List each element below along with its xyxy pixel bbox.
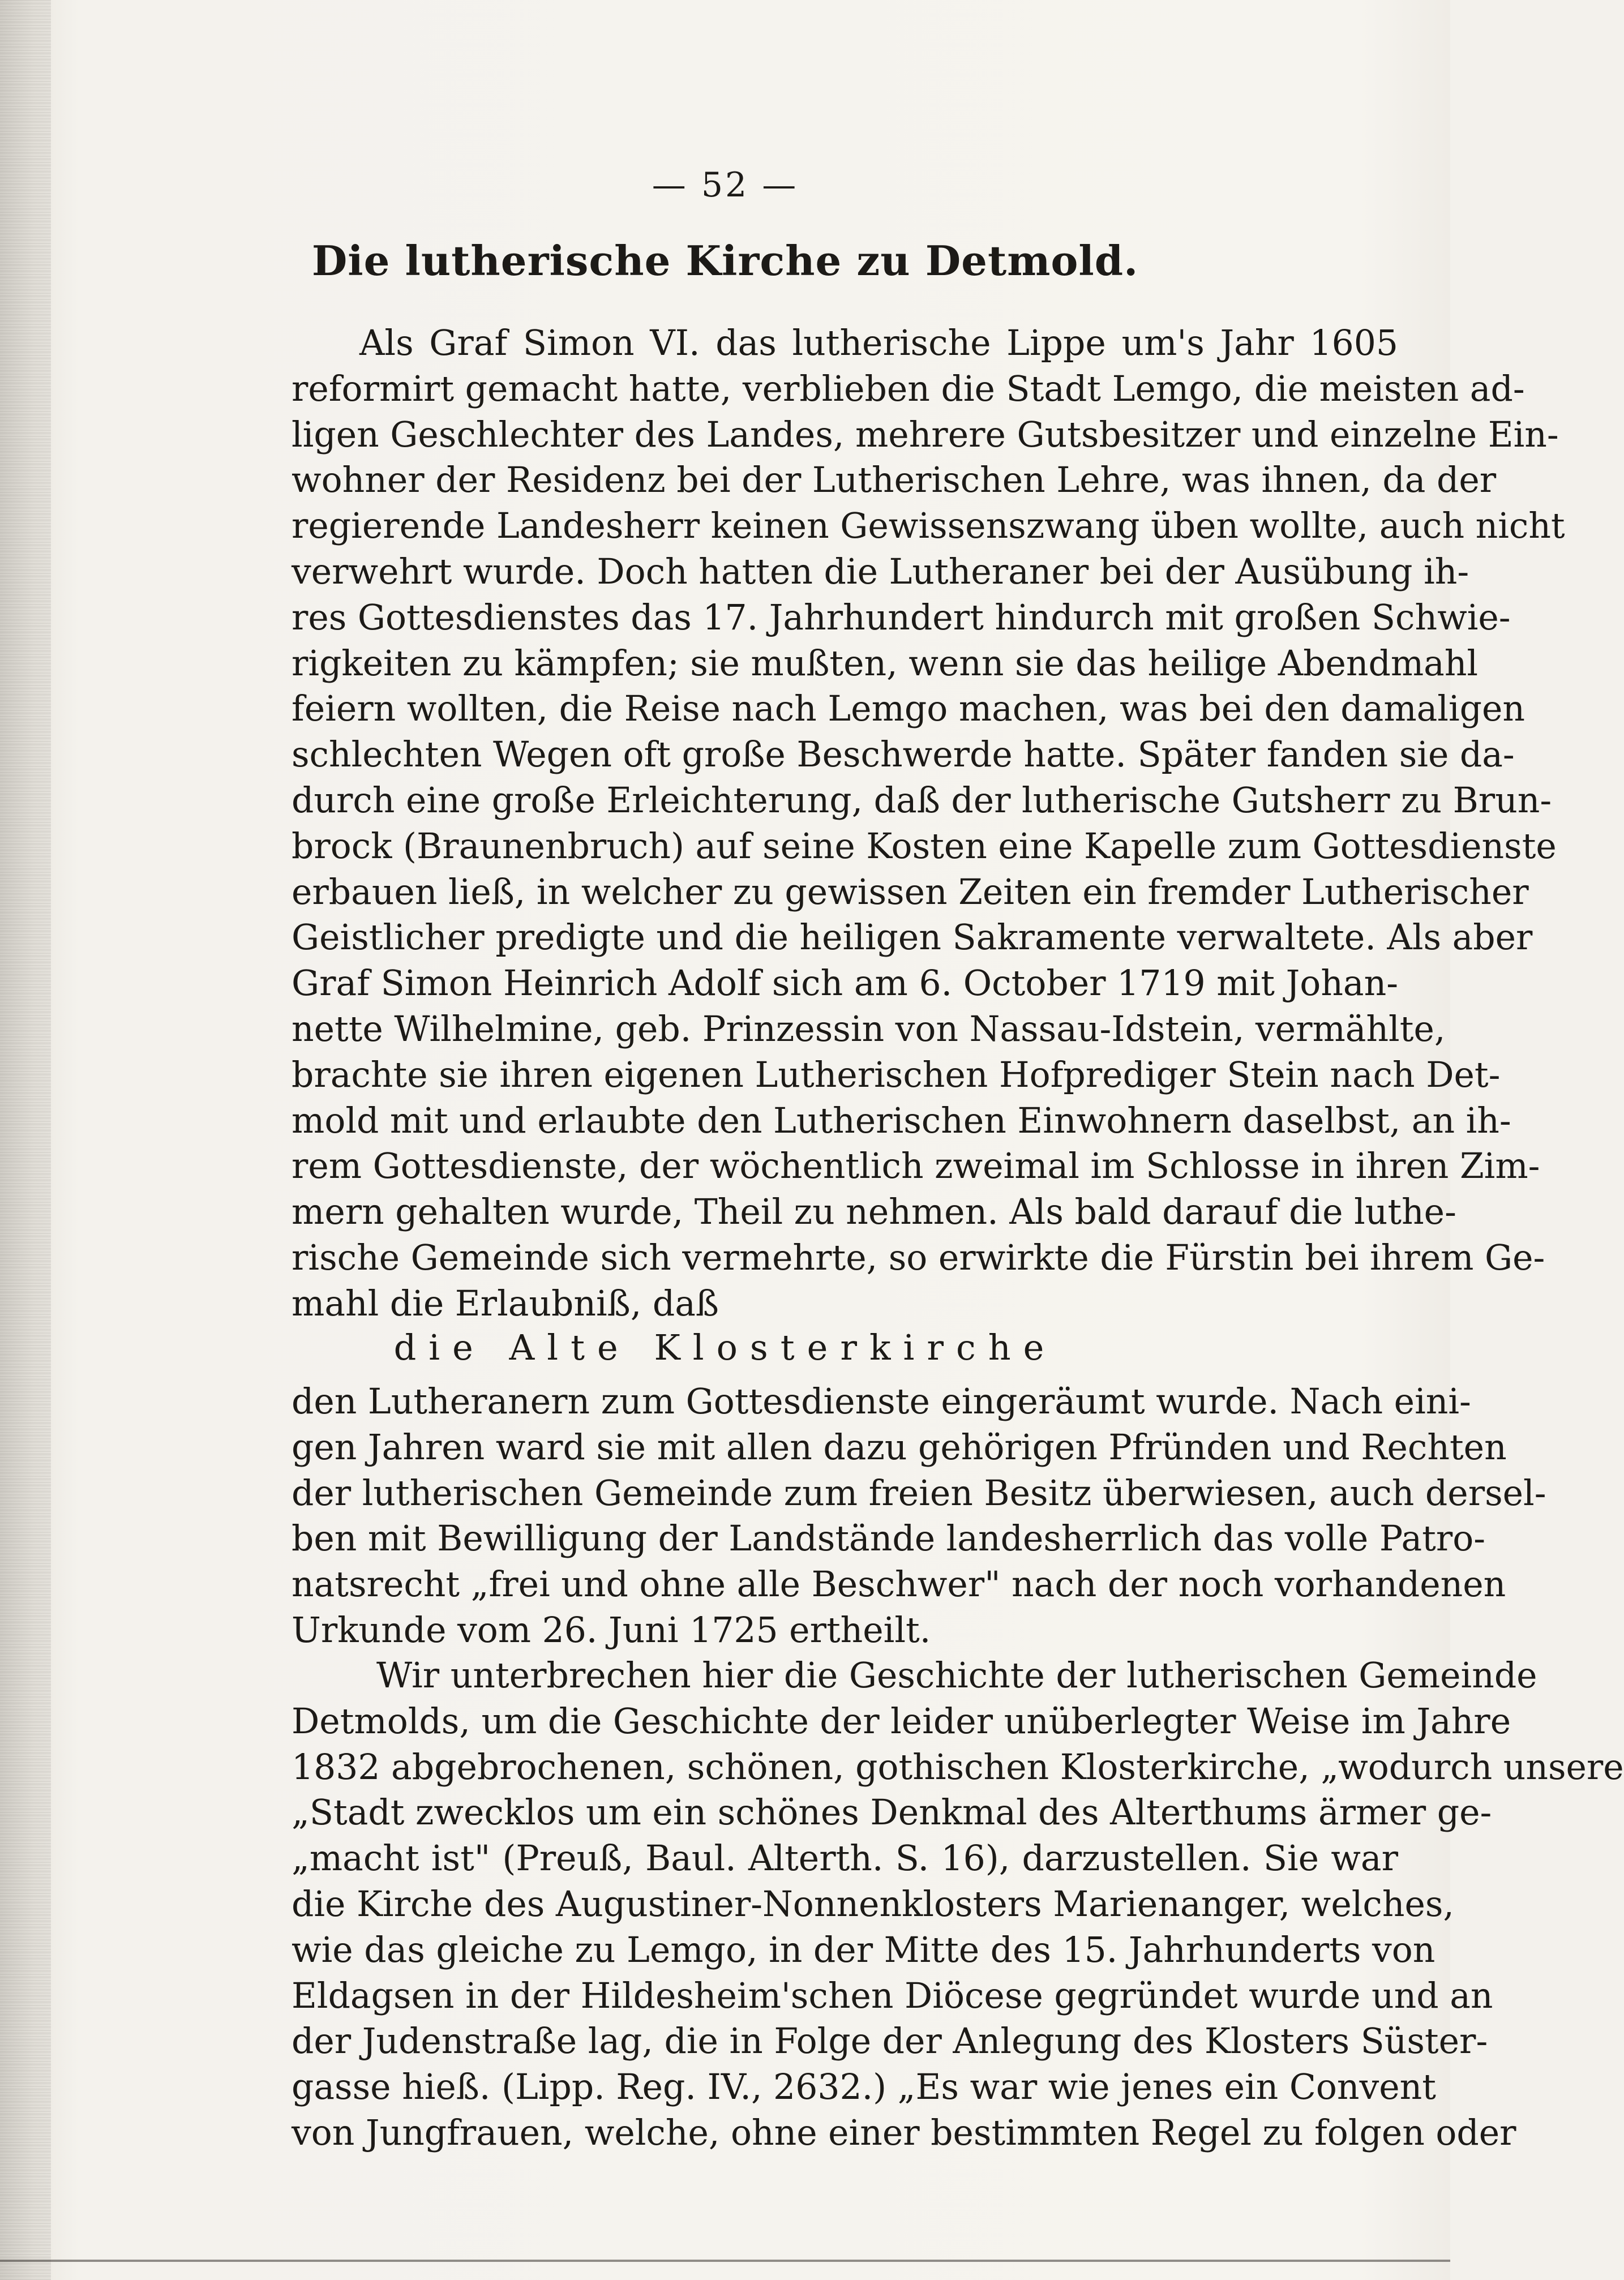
text-line: ben mit Bewilligung der Landstände landesherrlich das volle Patro- bbox=[292, 1518, 1486, 1559]
text-line: mold mit und erlaubte den Lutherischen Einwohnern daselbst, an ih- bbox=[292, 1100, 1511, 1141]
text-line: Als Graf Simon VI. das lutherische Lippe um's Jahr 1605 bbox=[359, 323, 1398, 363]
centered-spaced-line: die Alte Klosterkirche bbox=[393, 1327, 1057, 1368]
text-line: Urkunde vom 26. Juni 1725 ertheilt. bbox=[292, 1609, 931, 1651]
text-line: von Jungfrauen, welche, ohne einer bestimmten Regel zu folgen oder bbox=[292, 2112, 1516, 2153]
text-line: den Lutheranern zum Gottesdienste eingeräumt wurde. Nach eini- bbox=[292, 1381, 1471, 1422]
paragraph-3 bbox=[292, 1653, 1624, 2156]
text-line: mern gehalten wurde, Theil zu nehmen. Als bald darauf die luthe- bbox=[292, 1192, 1456, 1233]
text-line: Wir unterbrechen hier die Geschichte der lutherischen Gemeinde bbox=[376, 1655, 1537, 1696]
paragraph-1 bbox=[292, 320, 1565, 1327]
text-line: gen Jahren ward sie mit allen dazu gehörigen Pfründen und Rechten bbox=[292, 1426, 1507, 1468]
text-line: der Judenstraße lag, die in Folge der Anlegung des Klosters Süster- bbox=[292, 2021, 1488, 2062]
text-line: regierende Landesherr keinen Gewissenszwang üben wollte, auch nicht bbox=[292, 505, 1565, 547]
text-line: 1832 abgebrochenen, schönen, gothischen Klosterkirche, „wodurch unsere bbox=[292, 1746, 1624, 1788]
text-line: natsrecht „frei und ohne alle Beschwer" nach der noch vorhandenen bbox=[292, 1564, 1506, 1605]
text-line: mahl die Erlaubniß, daß bbox=[292, 1283, 719, 1324]
text-line: feiern wollten, die Reise nach Lemgo machen, was bei den damaligen bbox=[292, 688, 1526, 730]
text-line: res Gottesdienstes das 17. Jahrhundert hindurch mit großen Schwie- bbox=[292, 597, 1511, 638]
page-number: — 52 — bbox=[652, 165, 799, 205]
text-line: schlechten Wegen oft große Beschwerde hatte. Später fanden sie da- bbox=[292, 734, 1515, 775]
text-line: durch eine große Erleichterung, daß der lutherische Gutsherr zu Brun- bbox=[292, 779, 1552, 821]
text-line: der lutherischen Gemeinde zum freien Besitz überwiesen, auch dersel- bbox=[292, 1472, 1546, 1514]
page-binding-edge bbox=[0, 0, 51, 2280]
text-line: gasse hieß. (Lipp. Reg. IV., 2632.) „Es war wie jenes ein Convent bbox=[292, 2067, 1436, 2108]
text-line: wohner der Residenz bei der Lutherischen Lehre, was ihnen, da der bbox=[292, 460, 1497, 501]
text-line: brock (Braunenbruch) auf seine Kosten eine Kapelle zum Gottesdienste bbox=[292, 825, 1557, 867]
chapter-heading: Die lutherische Kirche zu Detmold. bbox=[311, 237, 1139, 285]
text-line: rische Gemeinde sich vermehrte, so erwirkte die Fürstin bei ihrem Ge- bbox=[292, 1237, 1545, 1278]
text-line: reformirt gemacht hatte, verblieben die Stadt Lemgo, die meisten ad- bbox=[292, 368, 1525, 409]
paragraph-2 bbox=[292, 1379, 1546, 1653]
text-line: Graf Simon Heinrich Adolf sich am 6. October 1719 mit Johan- bbox=[292, 963, 1398, 1004]
text-line: „macht ist" (Preuß, Baul. Alterth. S. 16), darzustellen. Sie war bbox=[292, 1838, 1398, 1879]
text-line: nette Wilhelmine, geb. Prinzessin von Nassau-Idstein, vermählte, bbox=[292, 1008, 1446, 1049]
text-line: brachte sie ihren eigenen Lutherischen Hofprediger Stein nach Det- bbox=[292, 1054, 1501, 1095]
text-line: Eldagsen in der Hildesheim'schen Diöcese gegründet wurde und an bbox=[292, 1975, 1493, 2016]
text-line: die Kirche des Augustiner-Nonnenklosters Marienanger, welches, bbox=[292, 1883, 1454, 1925]
text-line: Detmolds, um die Geschichte der leider unüberlegter Weise im Jahre bbox=[292, 1700, 1511, 1742]
text-line: ligen Geschlechter des Landes, mehrere Gutsbesitzer und einzelne Ein- bbox=[292, 414, 1559, 455]
text-line: „Stadt zwecklos um ein schönes Denkmal des Alterthums ärmer ge- bbox=[292, 1792, 1492, 1833]
page-bottom-rule bbox=[0, 2260, 1450, 2262]
text-line: wie das gleiche zu Lemgo, in der Mitte des 15. Jahrhunderts von bbox=[292, 1929, 1436, 1970]
text-line: rem Gottesdienste, der wöchentlich zweimal im Schlosse in ihren Zim- bbox=[292, 1146, 1540, 1187]
text-line: erbauen ließ, in welcher zu gewissen Zeiten ein fremder Lutherischer bbox=[292, 871, 1529, 912]
text-line: Geistlicher predigte und die heiligen Sakramente verwaltete. Als aber bbox=[292, 917, 1533, 958]
text-line: verwehrt wurde. Doch hatten die Lutheraner bei der Ausübung ih- bbox=[292, 551, 1469, 592]
text-line: rigkeiten zu kämpfen; sie mußten, wenn sie das heilige Abendmahl bbox=[292, 642, 1479, 684]
